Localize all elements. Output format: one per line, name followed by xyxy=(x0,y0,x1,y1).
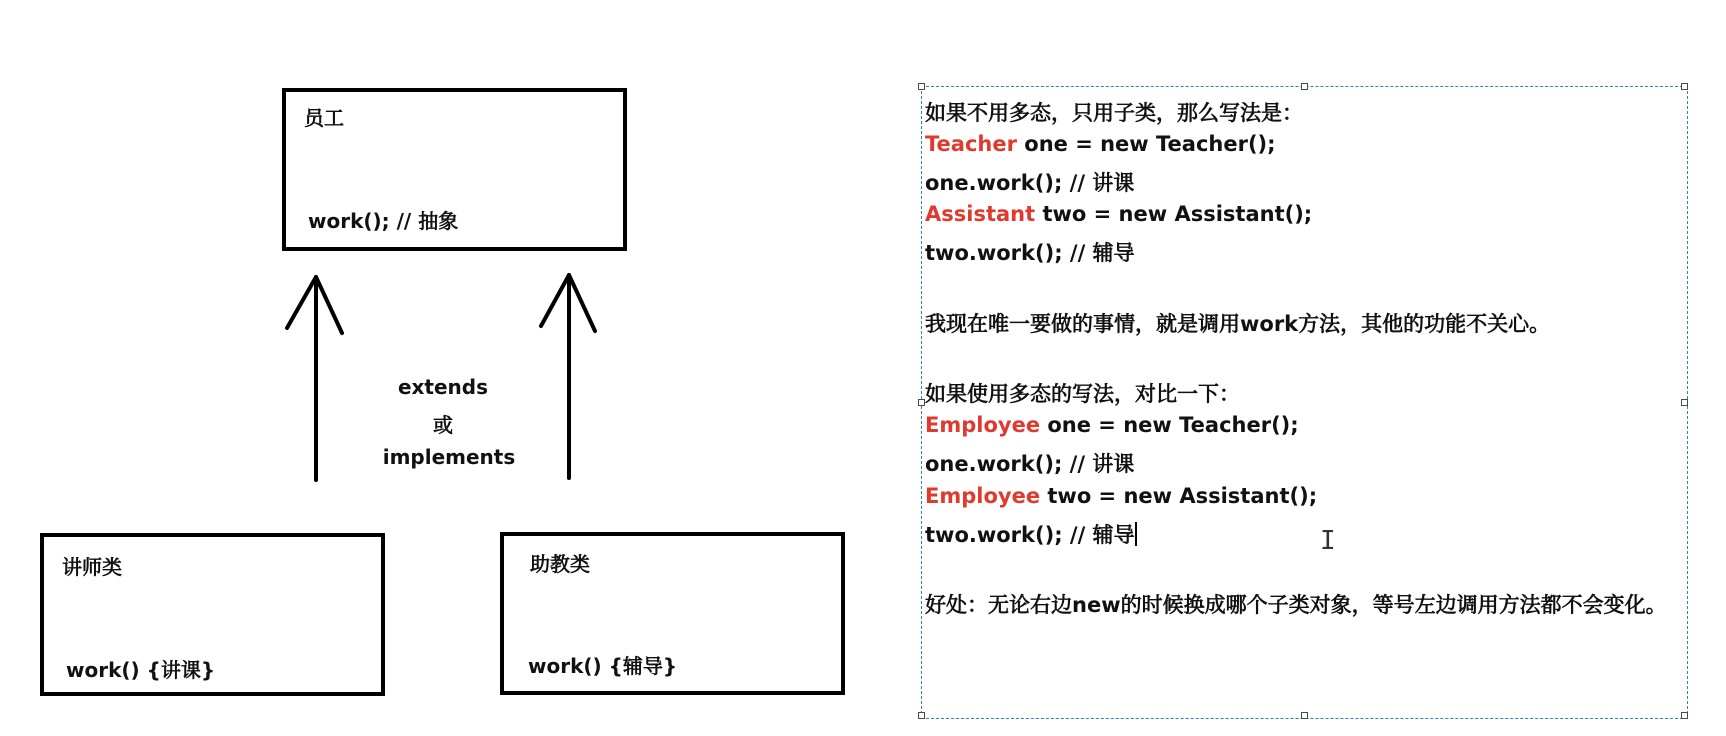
resize-handle-br[interactable] xyxy=(1681,712,1688,719)
resize-handle-tc[interactable] xyxy=(1301,83,1308,90)
text-cursor-icon: I xyxy=(1320,526,1336,556)
assistant-work-method: work() {辅导} xyxy=(528,654,678,678)
employee-class-title: 员工 xyxy=(304,106,344,130)
relation-extends-label: extends xyxy=(397,375,489,399)
note-text: one = new Teacher(); xyxy=(1016,132,1276,156)
note-text: two = new Assistant(); xyxy=(1035,202,1313,226)
assistant-class-box xyxy=(500,532,845,695)
teacher-work-method: work() {讲课} xyxy=(66,658,216,682)
resize-handle-bc[interactable] xyxy=(1301,712,1308,719)
note-line xyxy=(925,484,1317,508)
note-text: 如果不用多态，只用子类，那么写法是： xyxy=(925,101,1303,125)
note-line xyxy=(925,448,1134,478)
note-text: 如果使用多态的写法，对比一下： xyxy=(925,382,1240,406)
relation-implements-label: implements xyxy=(382,445,516,469)
teacher-class-title: 讲师类 xyxy=(62,555,122,579)
type-keyword: Assistant xyxy=(925,202,1036,226)
note-line xyxy=(925,237,1135,267)
resize-handle-tl[interactable] xyxy=(918,83,925,90)
type-keyword: Teacher xyxy=(925,132,1017,156)
note-text: one.work(); // 讲课 xyxy=(925,171,1135,195)
note-line xyxy=(925,167,1134,197)
assistant-class-title: 助教类 xyxy=(530,552,590,576)
note-line xyxy=(925,589,1667,619)
type-keyword: Employee xyxy=(925,484,1041,508)
note-line xyxy=(925,132,1276,156)
employee-work-method: work(); // 抽象 xyxy=(308,209,459,233)
relation-or-label: 或 xyxy=(433,413,453,437)
resize-handle-tr[interactable] xyxy=(1681,83,1688,90)
note-text: one.work(); // 讲课 xyxy=(925,452,1135,476)
resize-handle-mr[interactable] xyxy=(1681,399,1688,406)
note-text: two.work(); // 辅导 xyxy=(925,241,1135,265)
note-line xyxy=(925,519,1137,549)
note-text: two = new Assistant(); xyxy=(1040,484,1318,508)
type-keyword: Employee xyxy=(925,413,1041,437)
note-line xyxy=(925,378,1240,408)
note-line xyxy=(925,97,1303,127)
resize-handle-ml[interactable] xyxy=(918,399,925,406)
note-line xyxy=(925,413,1299,437)
note-line xyxy=(925,202,1312,226)
resize-handle-bl[interactable] xyxy=(918,712,925,719)
note-line xyxy=(925,308,1550,338)
teacher-class-box xyxy=(40,533,385,696)
note-text: 我现在唯一要做的事情，就是调用work方法，其他的功能不关心。 xyxy=(925,312,1551,336)
note-text: one = new Teacher(); xyxy=(1040,413,1299,437)
note-text: 好处：无论右边new的时候换成哪个子类对象，等号左边调用方法都不会变化。 xyxy=(925,593,1667,617)
text-caret xyxy=(1135,522,1137,546)
note-text: two.work(); // 辅导 xyxy=(925,523,1135,547)
